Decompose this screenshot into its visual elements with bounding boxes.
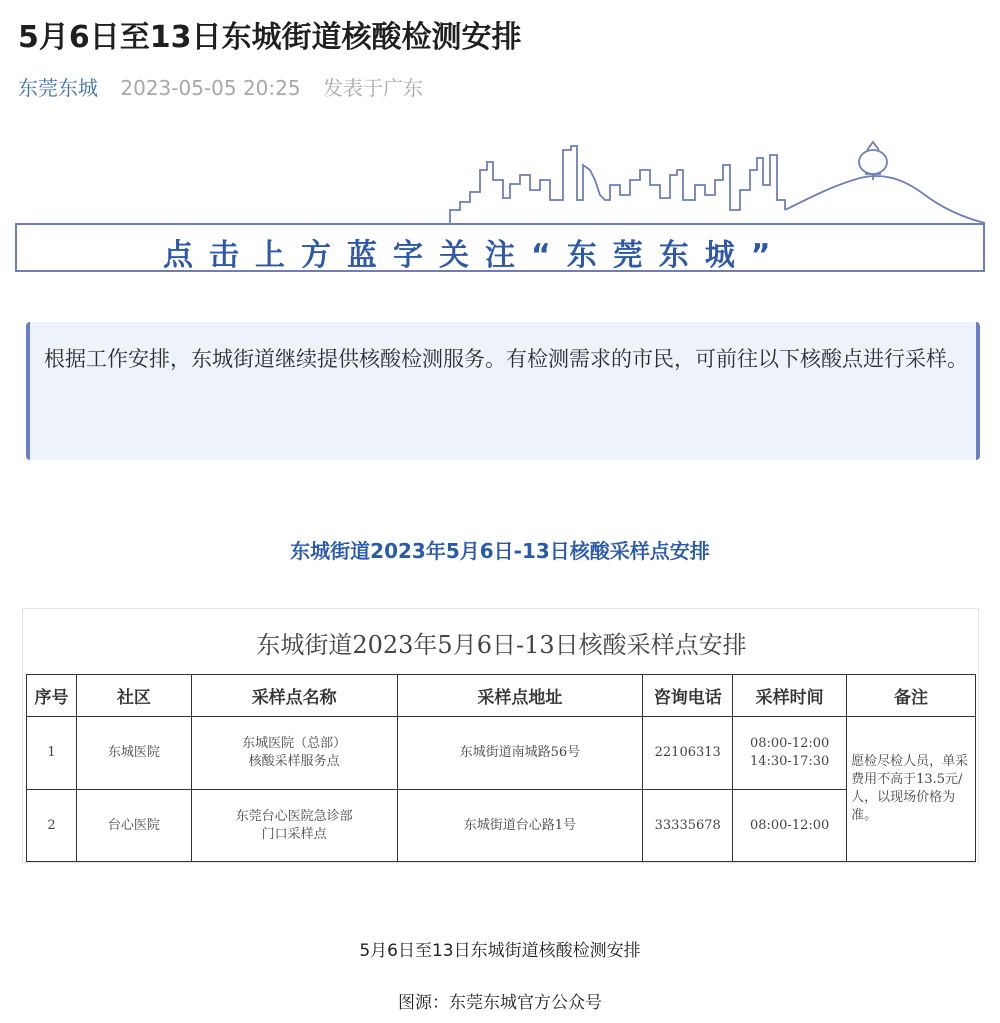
- header-site-address: 采样点地址: [397, 675, 643, 717]
- follow-banner[interactable]: [15, 140, 985, 275]
- cell-time: [733, 790, 847, 862]
- header-phone: 咨询电话: [643, 675, 733, 717]
- header-community: 社区: [76, 675, 191, 717]
- follow-prompt-text[interactable]: 点击上方蓝字关注“东莞东城”: [163, 238, 787, 273]
- time-range: 08:00-12:00: [749, 736, 830, 751]
- cell-community: 台心医院: [76, 790, 191, 862]
- notice-text: 根据工作安排，东城街道继续提供核酸检测服务。有检测需求的市民，可前往以下核酸点进行采样。: [44, 347, 968, 371]
- cell-community: 东城医院: [76, 717, 191, 790]
- cell-no: 1: [27, 717, 77, 790]
- header-remark: 备注: [847, 675, 976, 717]
- cell-remark: 愿检尽检人员，单采费用不高于13.5元/人，以现场价格为准。: [847, 717, 976, 862]
- cell-phone: 33335678: [643, 790, 733, 862]
- time-range: 14:30-17:30: [749, 754, 830, 769]
- header-no: 序号: [27, 675, 77, 717]
- cell-site-name: [191, 717, 397, 790]
- schedule-table-image: [22, 608, 979, 863]
- notice-box: [26, 322, 980, 460]
- banner-right-bracket: [983, 223, 985, 272]
- banner-left-bracket: [15, 223, 17, 272]
- header-time: 采样时间: [733, 675, 847, 717]
- article-title: 5月6日至13日东城街道核酸检测安排: [18, 20, 522, 55]
- city-skyline-graphic: [15, 140, 985, 230]
- cell-address: 东城街道台心路1号: [397, 790, 643, 862]
- table-header-row: [27, 675, 976, 717]
- table-caption: 东城街道2023年5月6日-13日核酸采样点安排: [256, 631, 747, 659]
- cell-time: [733, 717, 847, 790]
- article-meta: [18, 72, 423, 101]
- site-name-line: 核酸采样服务点: [248, 754, 340, 769]
- image-caption: 5月6日至13日东城街道核酸检测安排: [359, 941, 641, 961]
- cell-address: 东城街道南城路56号: [397, 717, 643, 790]
- time-range: 08:00-12:00: [749, 817, 830, 833]
- cell-no: 2: [27, 790, 77, 862]
- author-link[interactable]: 东莞东城: [18, 76, 98, 100]
- table-row: [27, 790, 976, 862]
- cell-phone: 22106313: [643, 717, 733, 790]
- section-heading: 东城街道2023年5月6日-13日核酸采样点安排: [290, 539, 710, 563]
- image-source: 图源：东莞东城官方公众号: [398, 993, 602, 1013]
- table-row: [27, 717, 976, 790]
- site-name-line: 东城医院（总部）: [242, 736, 347, 751]
- publish-location: 发表于广东: [322, 76, 423, 100]
- banner-top-rule: [15, 223, 985, 225]
- site-name-line: 东莞台心医院急诊部: [235, 808, 353, 824]
- schedule-table: [26, 674, 976, 862]
- header-site-name: 采样点名称: [191, 675, 397, 717]
- cell-site-name: [191, 790, 397, 862]
- publish-date: 2023-05-05 20:25: [120, 76, 301, 100]
- site-name-line: 门口采样点: [261, 826, 327, 842]
